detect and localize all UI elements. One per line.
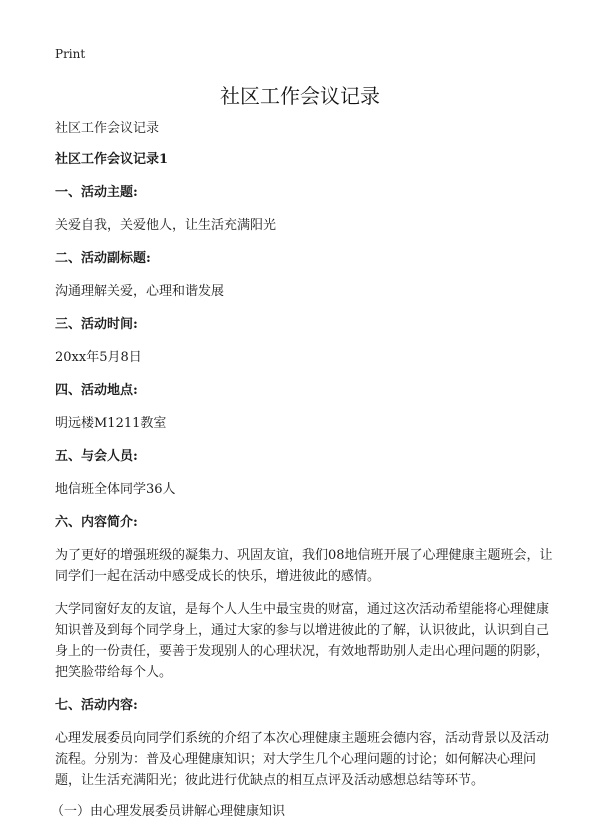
document-body bbox=[51, 118, 555, 822]
activity-paragraph: 心理发展委员向同学们系统的介绍了本次心理健康主题班会德内容，活动背景以及活动流程。分别为：普及心理健康知识；对大学生几个心理问题的讨论；如何解决心理问题，让生活充满阳光；彼此进行优缺点的相互点评及活动感想总结等环节。 bbox=[55, 731, 550, 788]
document-subtitle: 社区工作会议记录 bbox=[55, 121, 160, 136]
section-subtitle-value: 沟通理解关爱，心理和谐发展 bbox=[55, 284, 225, 299]
section-theme-value: 关爱自我，关爱他人，让生活充满阳光 bbox=[55, 218, 277, 233]
section-location-value: 明远楼M1211教室 bbox=[55, 416, 167, 431]
section-subtitle-heading: 二、活动副标题: bbox=[55, 251, 151, 266]
summary-paragraph: 为了更好的增强班级的凝集力、巩固友谊，我们08地信班开展了心理健康主题班会，让同学们一起在活动中感受成长的快乐，增进彼此的感情。 bbox=[55, 548, 553, 584]
activity-sub-item: （一）由心理发展委员讲解心理健康知识 bbox=[51, 804, 286, 819]
section-attendees-heading: 五、与会人员: bbox=[55, 449, 138, 464]
section-summary-heading: 六、内容简介: bbox=[55, 515, 138, 530]
document-title: 社区工作会议记录 bbox=[220, 84, 380, 108]
record-heading: 社区工作会议记录1 bbox=[55, 152, 169, 167]
section-time-value: 20xx年5月8日 bbox=[55, 350, 142, 365]
section-theme-heading: 一、活动主题: bbox=[55, 185, 138, 200]
print-link[interactable]: Print bbox=[55, 47, 86, 61]
section-time-heading: 三、活动时间: bbox=[55, 317, 138, 332]
section-activity-heading: 七、活动内容: bbox=[55, 698, 138, 713]
summary-paragraph: 大学同窗好友的友谊，是每个人人生中最宝贵的财富，通过这次活动希望能将心理健康知识普及到每个同学身上，通过大家的参与以增进彼此的了解，认识彼此，认识到自己身上的一份责任，要善于发现别人的心理状况，有效地帮助别人走出心理问题的阴影，把笑脸带给每个人。 bbox=[55, 602, 550, 680]
section-attendees-value: 地信班全体同学36人 bbox=[55, 482, 176, 497]
section-location-heading: 四、活动地点: bbox=[55, 383, 138, 398]
